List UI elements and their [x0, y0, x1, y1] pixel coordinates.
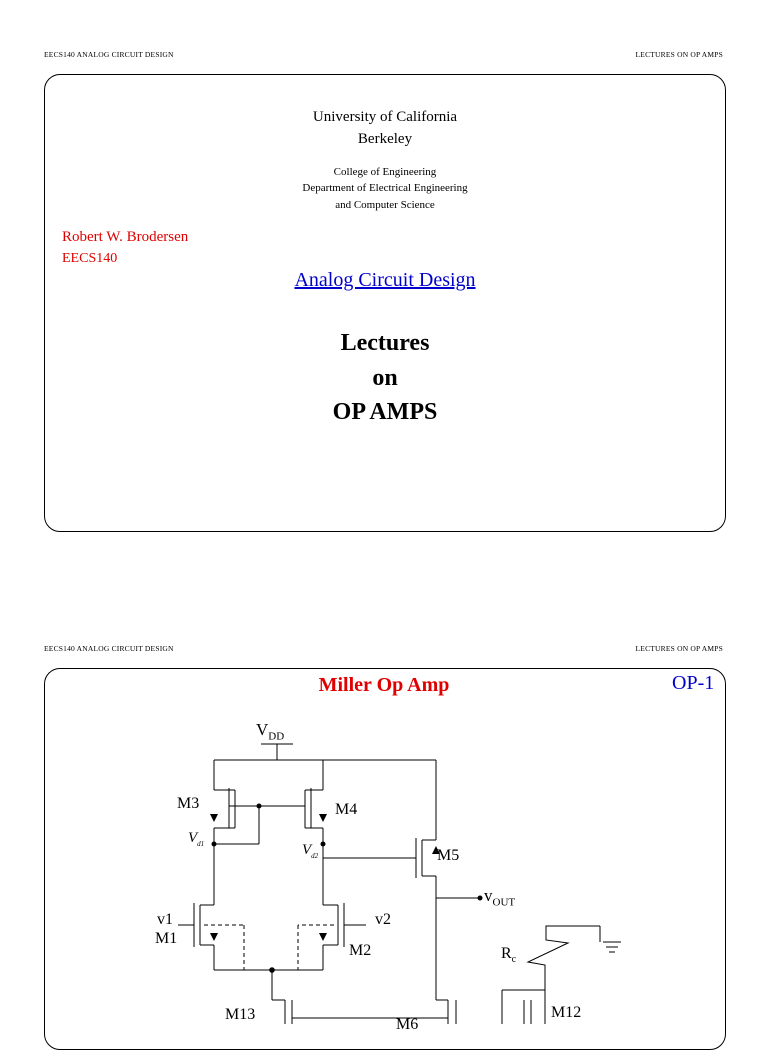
- author-name: Robert W. Brodersen: [62, 229, 189, 245]
- m6-label: M6: [396, 1016, 419, 1033]
- m5-label: M5: [437, 847, 460, 864]
- m13-label: M13: [225, 1006, 256, 1023]
- vout-label: $v_{OUT}$: [484, 886, 516, 909]
- course-code: EECS140: [62, 251, 118, 266]
- header-right-2: LECTURES ON OP AMPS: [635, 644, 723, 653]
- title-line-3: OP AMPS: [332, 399, 438, 425]
- v2-label: v2: [375, 911, 391, 928]
- campus-name: Berkeley: [357, 131, 413, 147]
- v1-label: v1: [157, 911, 173, 928]
- vdd-label: $V_{DD}$: [256, 720, 285, 743]
- m4-label: M4: [335, 801, 358, 818]
- vd2-label: $V_{d2}$: [302, 842, 319, 860]
- m1-label: M1: [155, 930, 178, 947]
- m12-label: M12: [551, 1004, 582, 1021]
- body-dashes: [204, 925, 334, 970]
- header-left: EECS140 ANALOG CIRCUIT DESIGN: [44, 50, 174, 59]
- circuit-nodes: [210, 804, 483, 973]
- m3-label: M3: [177, 795, 200, 812]
- vd1-label: $V_{d1}$: [188, 830, 205, 848]
- header-right: LECTURES ON OP AMPS: [635, 50, 723, 59]
- title-line-1: Lectures: [340, 330, 430, 356]
- rc-label: $R_c$: [501, 945, 517, 966]
- m2-label: M2: [349, 942, 372, 959]
- slide-number: OP-1: [672, 672, 715, 694]
- course-title-link[interactable]: Analog Circuit Design: [294, 269, 476, 291]
- header-left-2: EECS140 ANALOG CIRCUIT DESIGN: [44, 644, 174, 653]
- title-line-2: on: [372, 365, 398, 391]
- department-name-2: and Computer Science: [335, 199, 435, 211]
- university-name: University of California: [312, 109, 458, 125]
- circuit-wires: [178, 744, 621, 1024]
- department-name: Department of Electrical Engineering: [302, 182, 468, 194]
- slide-title: Miller Op Amp: [318, 674, 450, 696]
- college-name: College of Engineering: [333, 166, 437, 178]
